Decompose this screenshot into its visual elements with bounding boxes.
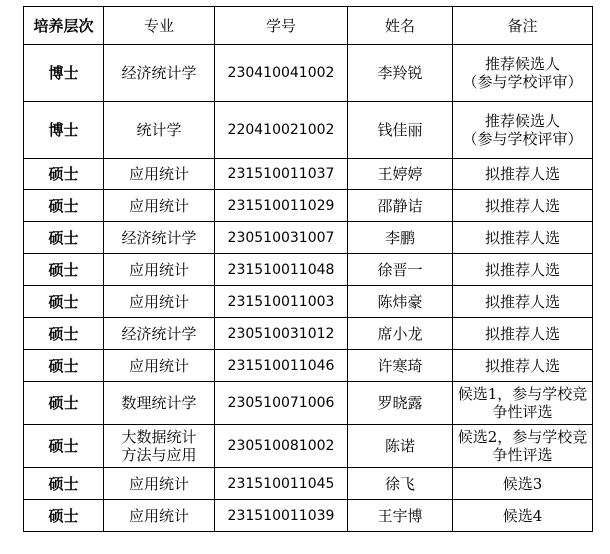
cell-student-id: 230510081002 <box>215 425 348 468</box>
cell-note <box>453 318 593 350</box>
cell-student-id: 231510011046 <box>215 350 348 382</box>
cell-major <box>104 468 215 500</box>
cell-level: 硕士 <box>24 286 104 318</box>
table-row <box>24 468 593 500</box>
cell-name: 徐晋一 <box>348 254 453 286</box>
cell-note <box>453 286 593 318</box>
cell-level: 硕士 <box>24 500 104 532</box>
cell-major-line: 数理统计学 <box>121 394 197 412</box>
table-row <box>24 45 593 102</box>
table-row <box>24 286 593 318</box>
cell-note <box>453 222 593 254</box>
cell-name: 席小龙 <box>348 318 453 350</box>
cell-student-id: 231510011003 <box>215 286 348 318</box>
cell-major <box>104 159 215 190</box>
cell-student-id: 231510011037 <box>215 159 348 190</box>
header-name <box>348 7 453 45</box>
header-major <box>104 7 215 45</box>
cell-note-line: 推荐候选人 <box>484 112 560 130</box>
cell-major-line: 应用统计 <box>128 356 189 375</box>
cell-student-id: 230410041002 <box>215 45 348 102</box>
cell-major-line: 经济统计学 <box>121 324 197 343</box>
cell-note-line: 争性评选 <box>492 446 553 464</box>
cell-major-line: 应用统计 <box>128 292 189 311</box>
cell-note-line: （参与学校评审） <box>462 73 583 91</box>
cell-note-line: 拟推荐人选 <box>484 228 560 247</box>
cell-note-line: 拟推荐人选 <box>484 165 560 183</box>
cell-note <box>453 350 593 382</box>
cell-note <box>453 254 593 286</box>
cell-level: 硕士 <box>24 350 104 382</box>
cell-major <box>104 425 215 468</box>
cell-student-id: 231510011029 <box>215 190 348 222</box>
cell-major <box>104 190 215 222</box>
cell-major <box>104 286 215 318</box>
cell-note <box>453 500 593 532</box>
cell-note <box>453 159 593 190</box>
cell-level: 硕士 <box>24 222 104 254</box>
cell-major-line: 应用统计 <box>128 196 189 215</box>
cell-major <box>104 45 215 102</box>
recommendation-table <box>23 6 593 532</box>
table-row <box>24 350 593 382</box>
cell-name: 罗晓露 <box>348 382 453 425</box>
cell-note-line: 拟推荐人选 <box>484 260 560 279</box>
cell-major <box>104 350 215 382</box>
cell-note <box>453 382 593 425</box>
cell-level: 硕士 <box>24 254 104 286</box>
cell-major-line: 经济统计学 <box>121 228 197 247</box>
cell-major <box>104 102 215 159</box>
cell-name: 徐飞 <box>348 468 453 500</box>
cell-major-line: 大数据统计 <box>121 428 197 446</box>
table-wrapper <box>23 6 593 532</box>
cell-student-id: 231510011048 <box>215 254 348 286</box>
cell-major-line: 统计学 <box>136 121 182 139</box>
table-row <box>24 425 593 468</box>
cell-note-line: 拟推荐人选 <box>484 356 560 375</box>
cell-note <box>453 190 593 222</box>
table-body <box>24 45 593 532</box>
cell-note-line: 候选1，参与学校竞 <box>457 385 588 403</box>
cell-name: 陈炜豪 <box>348 286 453 318</box>
cell-student-id: 230510031012 <box>215 318 348 350</box>
table-row <box>24 318 593 350</box>
cell-major <box>104 382 215 425</box>
cell-major <box>104 222 215 254</box>
header-level <box>24 7 104 45</box>
cell-major <box>104 500 215 532</box>
cell-student-id: 220410021002 <box>215 102 348 159</box>
cell-note-line: 争性评选 <box>492 403 553 421</box>
header-level-label: 培养层次 <box>33 16 94 35</box>
header-major-label: 专业 <box>143 16 174 35</box>
table-row <box>24 102 593 159</box>
cell-major <box>104 254 215 286</box>
cell-major <box>104 318 215 350</box>
cell-student-id: 230510071006 <box>215 382 348 425</box>
cell-note-line: 拟推荐人选 <box>484 196 560 215</box>
header-row <box>24 7 593 45</box>
cell-note-line: 推荐候选人 <box>484 55 560 73</box>
cell-major-line: 应用统计 <box>128 165 189 183</box>
cell-name: 许寒琦 <box>348 350 453 382</box>
header-name-label: 姓名 <box>384 16 415 35</box>
cell-note <box>453 425 593 468</box>
cell-name: 王婷婷 <box>348 159 453 190</box>
table-row <box>24 190 593 222</box>
cell-note-line: 拟推荐人选 <box>484 292 560 311</box>
cell-major-line: 经济统计学 <box>121 64 197 82</box>
cell-level: 博士 <box>24 45 104 102</box>
cell-name: 李鹏 <box>348 222 453 254</box>
cell-major-line: 应用统计 <box>128 474 189 493</box>
table-row <box>24 500 593 532</box>
cell-note-line: 候选4 <box>502 506 543 525</box>
cell-level: 博士 <box>24 102 104 159</box>
cell-note <box>453 102 593 159</box>
cell-name: 陈诺 <box>348 425 453 468</box>
table-row <box>24 254 593 286</box>
cell-level: 硕士 <box>24 318 104 350</box>
cell-major-line: 应用统计 <box>128 260 189 279</box>
cell-level: 硕士 <box>24 159 104 190</box>
cell-student-id: 230510031007 <box>215 222 348 254</box>
table-row <box>24 159 593 190</box>
cell-note-line: 候选2，参与学校竞 <box>457 428 588 446</box>
cell-note <box>453 468 593 500</box>
cell-note-line: 候选3 <box>502 474 543 493</box>
header-note-label: 备注 <box>507 16 538 35</box>
cell-note-line: 拟推荐人选 <box>484 324 560 343</box>
cell-major-line: 应用统计 <box>128 506 189 525</box>
cell-name: 王宇博 <box>348 500 453 532</box>
cell-major-line: 方法与应用 <box>121 446 197 464</box>
cell-note-line: （参与学校评审） <box>462 130 583 148</box>
cell-level: 硕士 <box>24 190 104 222</box>
cell-student-id: 231510011039 <box>215 500 348 532</box>
cell-note <box>453 45 593 102</box>
cell-name: 钱佳丽 <box>348 102 453 159</box>
header-student-id <box>215 7 348 45</box>
cell-name: 李羚锐 <box>348 45 453 102</box>
cell-name: 邵静诘 <box>348 190 453 222</box>
table-header <box>24 7 593 45</box>
header-note <box>453 7 593 45</box>
cell-level: 硕士 <box>24 382 104 425</box>
table-row <box>24 382 593 425</box>
header-student-id-label: 学号 <box>265 16 296 35</box>
cell-level: 硕士 <box>24 425 104 468</box>
cell-level: 硕士 <box>24 468 104 500</box>
cell-student-id: 231510011045 <box>215 468 348 500</box>
table-row <box>24 222 593 254</box>
